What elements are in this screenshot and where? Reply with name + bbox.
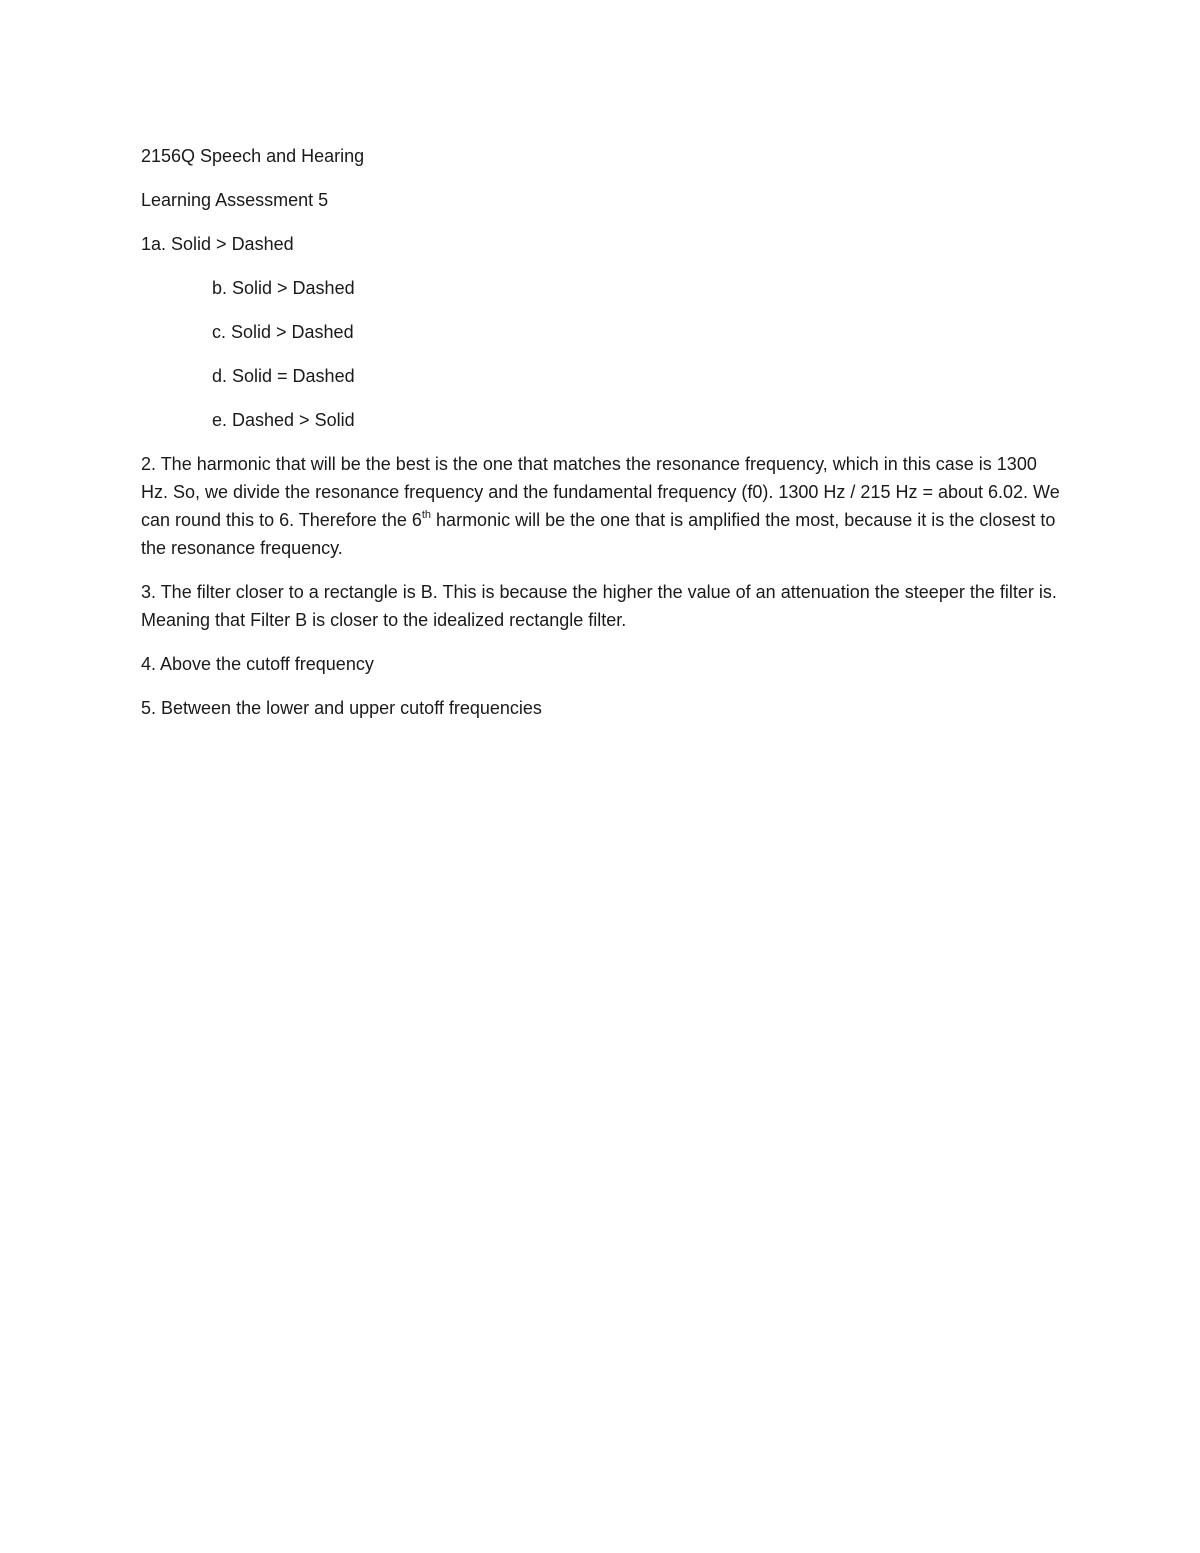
answer-1e: e. Dashed > Solid [212, 410, 355, 430]
answer-1d: d. Solid = Dashed [212, 366, 355, 386]
answer-2-superscript: th [421, 509, 432, 521]
course-title: 2156Q Speech and Hearing [141, 146, 365, 166]
answer-1b: b. Solid > Dashed [212, 278, 355, 298]
answer-3: 3. The filter closer to a rectangle is B. This is because the higher the value of an attenuation the steeper the filter is. Meaning that Filter B is closer to the idealized rectangle filter. [141, 582, 1057, 630]
answer-2-prefix: 2. The harmonic that will be the best is the one that matches the resonance frequency, which in this case is 1300 Hz. So, we divide the resonance frequency and the fundamental frequency (f0). 1300 Hz / 215 Hz = about 6.02. We can round this to 6. Therefore the 6 [141, 454, 1060, 530]
answer-1c: c. Solid > Dashed [212, 322, 354, 342]
document-body [141, 142, 1061, 738]
answer-5: 5. Between the lower and upper cutoff frequencies [141, 698, 542, 718]
answer-4: 4. Above the cutoff frequency [141, 654, 374, 674]
answer-2 [141, 450, 1061, 562]
answer-1a: 1a. Solid > Dashed [141, 234, 294, 254]
answer-2-suffix: harmonic will be the one that is amplified the most, because it is the closest to the resonance frequency. [141, 510, 1056, 558]
assessment-title: Learning Assessment 5 [141, 190, 329, 210]
